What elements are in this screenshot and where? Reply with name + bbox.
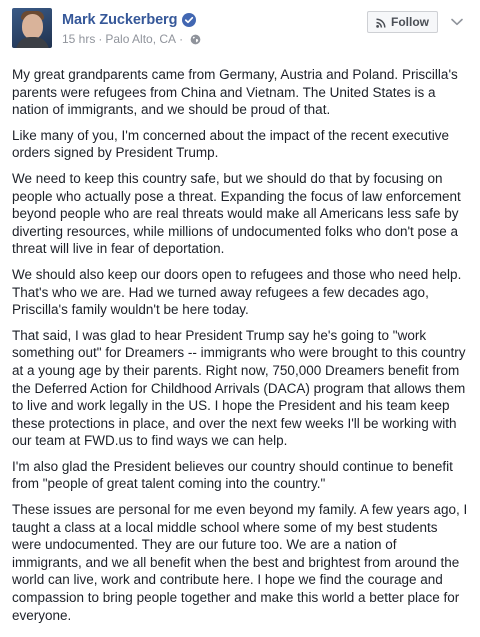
globe-icon[interactable] [190,34,201,45]
post-paragraph: I'm also glad the President believes our country should continue to benefit from "people of great talent coming into the country." [12,458,453,492]
follow-button[interactable] [367,11,438,33]
avatar-face [22,14,43,39]
post-paragraph: These issues are personal for me even beyond my family. A few years ago, I taught a class at a local middle school where some of my best students were undocumented. They are our future too. We are a nation of immigrants, and we all benefit when the best and brightest from around the world can live, work and contribute here. I hope we find the courage and compassion to bring people together and make this world a better place for everyone. [12,502,468,623]
author-line [62,10,201,29]
post-menu-button[interactable] [449,15,465,29]
meta-separator-2: · [179,32,184,46]
post-paragraph: We need to keep this country safe, but we should do that by focusing on people who actually pose a threat. Expanding the focus of law enforcement beyond people who are real threats would make all Americans less safe by diverting resources, while millions of undocumented folks who don't pose a threat will live in fear of deportation. [12,170,461,257]
post-time[interactable]: 15 hrs [62,32,96,46]
post-header [12,6,468,54]
post-paragraph: Like many of you, I'm concerned about the impact of the recent executive orders signed by President Trump. [12,127,450,161]
verified-badge-icon [182,13,196,27]
rss-icon [376,17,386,27]
avatar[interactable] [12,8,52,48]
post-meta [62,32,201,46]
post-paragraph: My great grandparents came from Germany, Austria and Poland. Priscilla's parents were refugees from China and Vietnam. The United States is a nation of immigrants, and we should be proud of that. [12,67,458,118]
author-block [62,10,201,46]
follow-label: Follow [391,15,429,29]
post-location[interactable]: Palo Alto, CA [105,32,177,46]
post-paragraph: We should also keep our doors open to refugees and those who need help. That's who we are. Had we turned away refugees a few decades ago, Priscilla's family wouldn't be here today. [12,266,462,318]
post-body [12,66,468,624]
chevron-down-icon [451,13,463,31]
avatar-shirt [16,37,49,48]
post-paragraph: That said, I was glad to hear President Trump say he's going to "work something out" for Dreamers -- immigrants who were brought to this country at a young age by their parents. Right now, 750,000 Dreamers benefit from the Deferred Action for Childhood Arrivals (DACA) program that allows them to live and work legally in the US. I hope the President and his team keep these protections in place, and over the next few weeks I'll be working with our team at FWD.us to find ways we can help. [12,327,466,449]
meta-separator: · [98,32,103,46]
author-name[interactable]: Mark Zuckerberg [62,11,178,28]
